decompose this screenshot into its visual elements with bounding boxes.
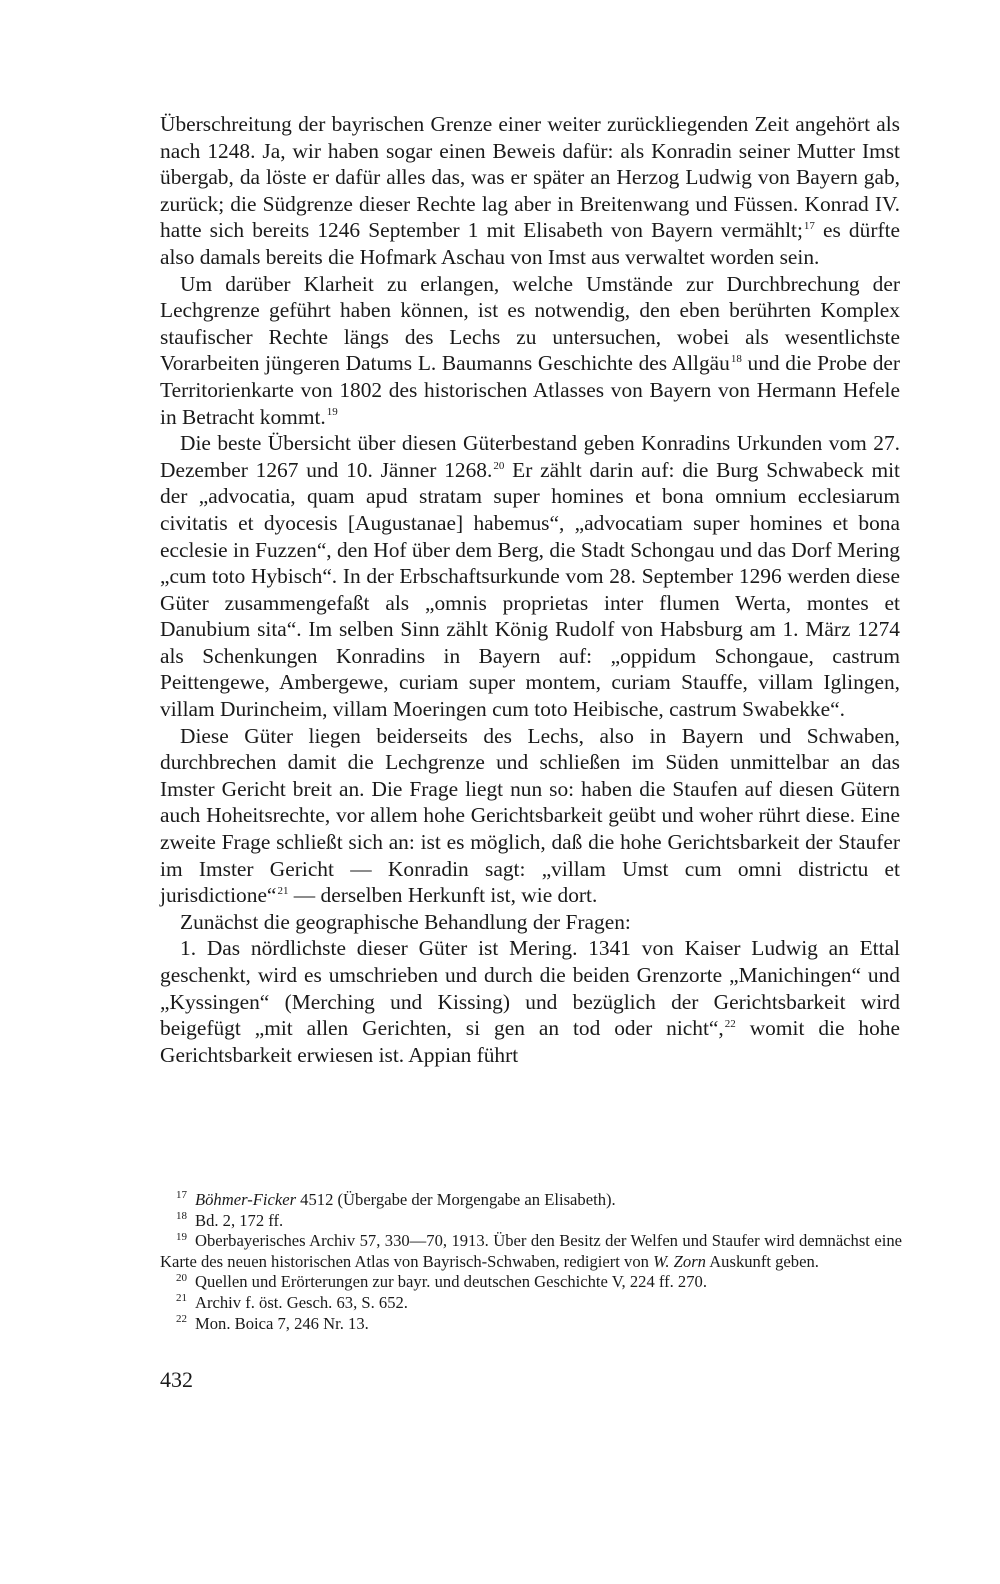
footnote-reference: 22 <box>724 1018 736 1031</box>
page-number: 432 <box>160 1367 193 1392</box>
paragraph-text: Um darüber Klarheit zu erlangen, welche Umstände zur Durchbrechung der Lechgrenze geführt haben können, ist es notwendig, den eben berührten Komplex staufischer Rechte längs des Lechs zu untersuchen, wobei als wesentlichste Vorarbeiten jüngeren Datums L. Baumanns Geschichte des Allgäu <box>160 271 900 376</box>
paragraph <box>160 430 900 723</box>
footnote-text: Oberbayerisches Archiv 57, 330—70, 1913. Über den Besitz der Welfen und Staufer wird demnächst eine Karte des neuen historischen Atlas von Bayrisch-Schwaben, redigiert von <box>160 1231 902 1271</box>
footnote-number: 20 <box>176 1271 187 1284</box>
paragraph-text: es dürfte also damals bereits die Hofmark Aschau von Imst aus verwaltet worden sein. <box>160 218 901 269</box>
paragraph-text: Überschreitung der bayrischen Grenze einer weiter zurückliegenden Zeit angehört als nach 1248. Ja, wir haben sogar einen Beweis dafür: als Konradin seiner Mutter Imst übergab, da löste er dafür alles das, was er später an Herzog Ludwig von Bayern gab, zurück; die Südgrenze dieser Rechte lag aber in Breitenwang und Füssen. Konrad IV. hatte sich bereits 1246 September 1 mit Elisabeth von Bayern vermählt; <box>160 112 900 243</box>
paragraph-text: Er zählt darin auf: die Burg Schwabeck mit der „advocatia, quam apud stratam super homines et bona omnium ecclesiarum civitatis et dyocesis [Augustanae] habemus“, „advocatiam super homines et bona ecclesie in Fuzzen“, den Hof über dem Berg, die Stadt Schongau und das Dorf Mering „cum toto Hybisch“. In der Erbschaftsurkunde vom 28. September 1296 werden diese Güter zusammengefaßt als „omnis proprietas inter flumen Werta, montes et Danubium sita“. Im selben Sinn zählt König Rudolf von Habsburg am 1. März 1274 als Schenkungen Konradins in Bayern auf: „oppidum Schongaue, castrum Peittengewe, Ambergewe, curiam super montem, curiam Stauffe, villam Iglingen, villam Durincheim, villam Moeringen cum toto Heibische, castrum Swabekke“. <box>160 457 900 722</box>
paragraph-text: Zunächst die geographische Behandlung der Fragen: <box>180 909 631 934</box>
footnote-number: 18 <box>176 1210 187 1223</box>
footnote <box>160 1231 902 1272</box>
footnote <box>160 1190 902 1211</box>
footnote-text: Quellen und Erörterungen zur bayr. und deutschen Geschichte V, 224 ff. 270. <box>195 1272 707 1292</box>
paragraph-text: Diese Güter liegen beiderseits des Lechs, also in Bayern und Schwaben, durchbrechen damit die Lechgrenze und schließen im Süden unmittelbar an das Imster Gericht breit an. Die Frage liegt nun so: haben die Staufen auf diesen Gütern auch Hoheitsrechte, vor allem hohe Gerichtsbarkeit geübt und woher rührt diese. Eine zweite Frage schließt sich an: ist es möglich, daß die hohe Gerichtsbarkeit der Staufer im Imster Gericht — Konradin sagt: „villam Umst cum omni districtu et jurisdictione“ <box>160 723 900 908</box>
paragraph <box>160 909 900 936</box>
footnote-text: Bd. 2, 172 ff. <box>195 1210 284 1230</box>
footnote-reference: 18 <box>730 353 742 366</box>
footnote-text: Auskunft geben. <box>705 1251 819 1271</box>
paragraph <box>160 111 900 271</box>
paragraph <box>160 723 900 909</box>
footnote-number: 21 <box>176 1292 187 1305</box>
paragraph-text: — derselben Herkunft ist, wie dort. <box>288 883 598 908</box>
footnote-author: Böhmer-Ficker <box>195 1190 297 1209</box>
footnote-reference: 19 <box>326 406 338 419</box>
footnote-author: W. Zorn <box>653 1251 706 1271</box>
footnote-text: Archiv f. öst. Gesch. 63, S. 652. <box>195 1292 408 1312</box>
paragraph-text: und die Probe der Territorienkarte von 1802 des historischen Atlasses von Bayern von Hermann Hefele in Betracht kommt. <box>160 351 901 429</box>
footnote <box>160 1272 902 1293</box>
footnote-reference: 20 <box>493 459 505 472</box>
paragraph <box>160 935 900 1068</box>
footnote-text: 4512 (Übergabe der Morgengabe an Elisabeth). <box>296 1190 616 1209</box>
footnotes <box>160 1190 902 1334</box>
footnote-reference: 21 <box>277 885 289 898</box>
body-text <box>160 111 900 1068</box>
footnote <box>160 1314 902 1335</box>
footnote-text: Mon. Boica 7, 246 Nr. 13. <box>195 1313 369 1333</box>
footnote <box>160 1211 902 1232</box>
paragraph-text: Die beste Übersicht über diesen Güterbestand geben Konradins Urkunden vom 27. Dezember 1267 und 10. Jänner 1268. <box>160 431 900 482</box>
footnote-number: 17 <box>176 1189 187 1202</box>
footnote-number: 22 <box>176 1313 187 1326</box>
paragraph-text: 1. Das nördlichste dieser Güter ist Mering. 1341 von Kaiser Ludwig an Ettal geschenkt, wird es umschrieben und durch die beiden Grenzorte „Manichingen“ und „Kyssingen“ (Merching und Kissing) und bezüglich der Gerichtsbarkeit wird beigefügt „mit allen Gerichten, si gen an tod oder nicht“, <box>160 936 900 1041</box>
footnote-reference: 17 <box>803 220 815 233</box>
paragraph <box>160 271 900 431</box>
paragraph-text: womit die hohe Gerichtsbarkeit erwiesen ist. Appian führt <box>160 1016 900 1067</box>
footnote <box>160 1293 902 1314</box>
footnote-number: 19 <box>176 1230 187 1243</box>
